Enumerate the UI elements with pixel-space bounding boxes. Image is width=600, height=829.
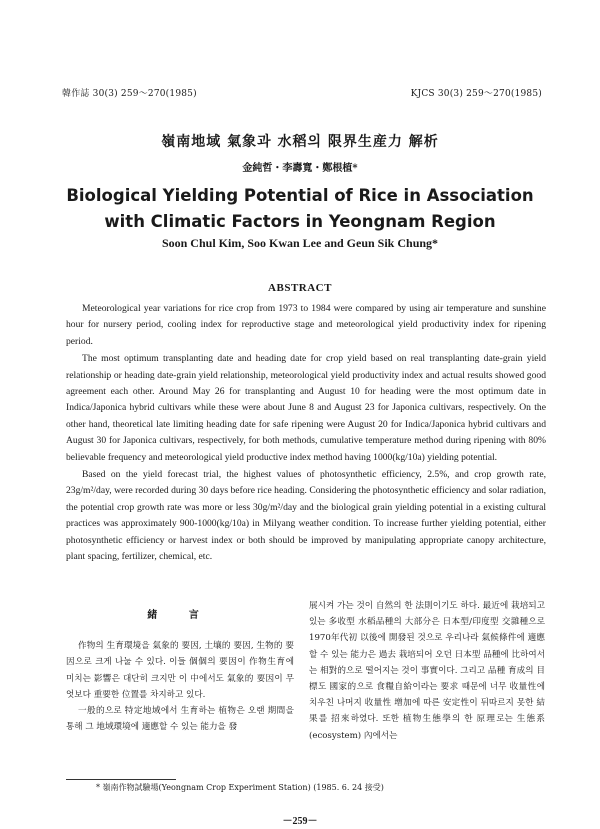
intro-right-column xyxy=(309,598,545,744)
english-title-line-1: Biological Yielding Potential of Rice in Association xyxy=(66,186,534,205)
intro-heading: 緒 言 xyxy=(147,610,213,621)
english-title-line-2: with Climatic Factors in Yeongnam Region xyxy=(104,212,496,231)
korean-authors: 金純哲・李壽寬・鄭根植* xyxy=(242,163,358,174)
intro-left-column xyxy=(66,598,294,735)
abstract-body xyxy=(66,301,546,567)
english-title xyxy=(0,183,600,235)
intro-paragraph: 一般的으로 特定地域에서 生育하는 植物은 오랜 期間을 통해 그 地域環境에 適應할 수 있는 能力을 發 xyxy=(66,706,294,733)
korean-title: 嶺南地域 氣象과 水稻의 限界生産力 解析 xyxy=(161,134,439,150)
footnote: * 嶺南作物試驗場(Yeongnam Crop Experiment Station) (1985. 6. 24 接受) xyxy=(96,783,384,792)
journal-citation-english: KJCS 30(3) 259～270(1985) xyxy=(410,89,542,99)
page-number: －259－ xyxy=(282,816,318,827)
intro-paragraph: 作物의 生育環境을 氣象的 要因, 土壤的 要因, 生物的 要因으로 크게 나눌 수 있다. 이들 個個의 要因이 作物生育에 미치는 影響은 대단히 크지만 이 中에서도 氣象的 要因이 무엇보다 重要한 位置를 차지하고 있다. xyxy=(66,641,294,700)
abstract-paragraph: The most optimum transplanting date and heading date for crop yield based on real transplanting date-grain yield relationship or heading date-grain yield relationship, meteorological yield productivity index and actual results showed good agreement each other. Around May 26 for transplanting and August 10 for heading were the most optimum date in Indica/Japonica hybrid cultivars while these were about June 8 and August 23 for Japonica cultivars, respectively. On the other hand, theoretical late limiting heading date for safe ripening were August 20 for Indica/Japonica hybrid cultivars and August 30 for Japonica cultivars, respectively, for both methods, cumulative temperature method during ripening with 80% believable frequency and meteorological yield productive index method having 1000(kg/10a) yielding potential. xyxy=(66,353,546,463)
journal-citation-korean: 韓作誌 30(3) 259～270(1985) xyxy=(62,89,197,99)
abstract-heading: ABSTRACT xyxy=(268,282,332,294)
english-authors: Soon Chul Kim, Soo Kwan Lee and Geun Sik Chung* xyxy=(161,236,439,250)
abstract-paragraph: Based on the yield forecast trial, the highest values of photosynthetic efficiency, 2.5%, and crop growth rate, 23g/m²/day, were recorded during 30 days before rice heading. Considering the photosynthetic efficiency and solar radiation, the potential crop growth rate was more or less 30g/m²/day and the biological grain yielding potential in a existing cultural practices was approximately 900-1000(kg/10a) in Milyang weather condition. To increase further yielding potential, either photosynthetic efficiency or harvest index or both should be improved by manipulating appropriate canopy architecture, plant spacing, fertilizer, chemical, etc. xyxy=(66,469,547,563)
footnote-rule xyxy=(66,779,176,780)
intro-paragraph-continued: 展시켜 가는 것이 自然의 한 法則이기도 하다. 最近에 栽培되고 있는 多收型 水稻品種의 大部分은 日本型/印度型 交雜種으로 1970年代初 以後에 開發된 것으로 우리나라 氣候條件에 適應할 수 있는 能力은 過去 栽培되어 오던 日本型 品種에 比하여서는 相對的으로 떨어지는 것이 事實이다. 그리고 品種 育成의 目標도 國家的으로 食糧自給이라는 要求 때문에 너무 收量性에 치우친 나머지 收量性 增加에 따른 安定性이 뒤따르지 못한 結果를 招來하였다. 또한 植物生態學의 한 原理로는 生態系(ecosystem) 內에서는 xyxy=(309,601,545,741)
abstract-paragraph: Meteorological year variations for rice crop from 1973 to 1984 were compared by using air temperature and sunshine hour for nursery period, cooling index for reproductive stage and meteorological yield productivity index for ripening period. xyxy=(66,303,546,347)
